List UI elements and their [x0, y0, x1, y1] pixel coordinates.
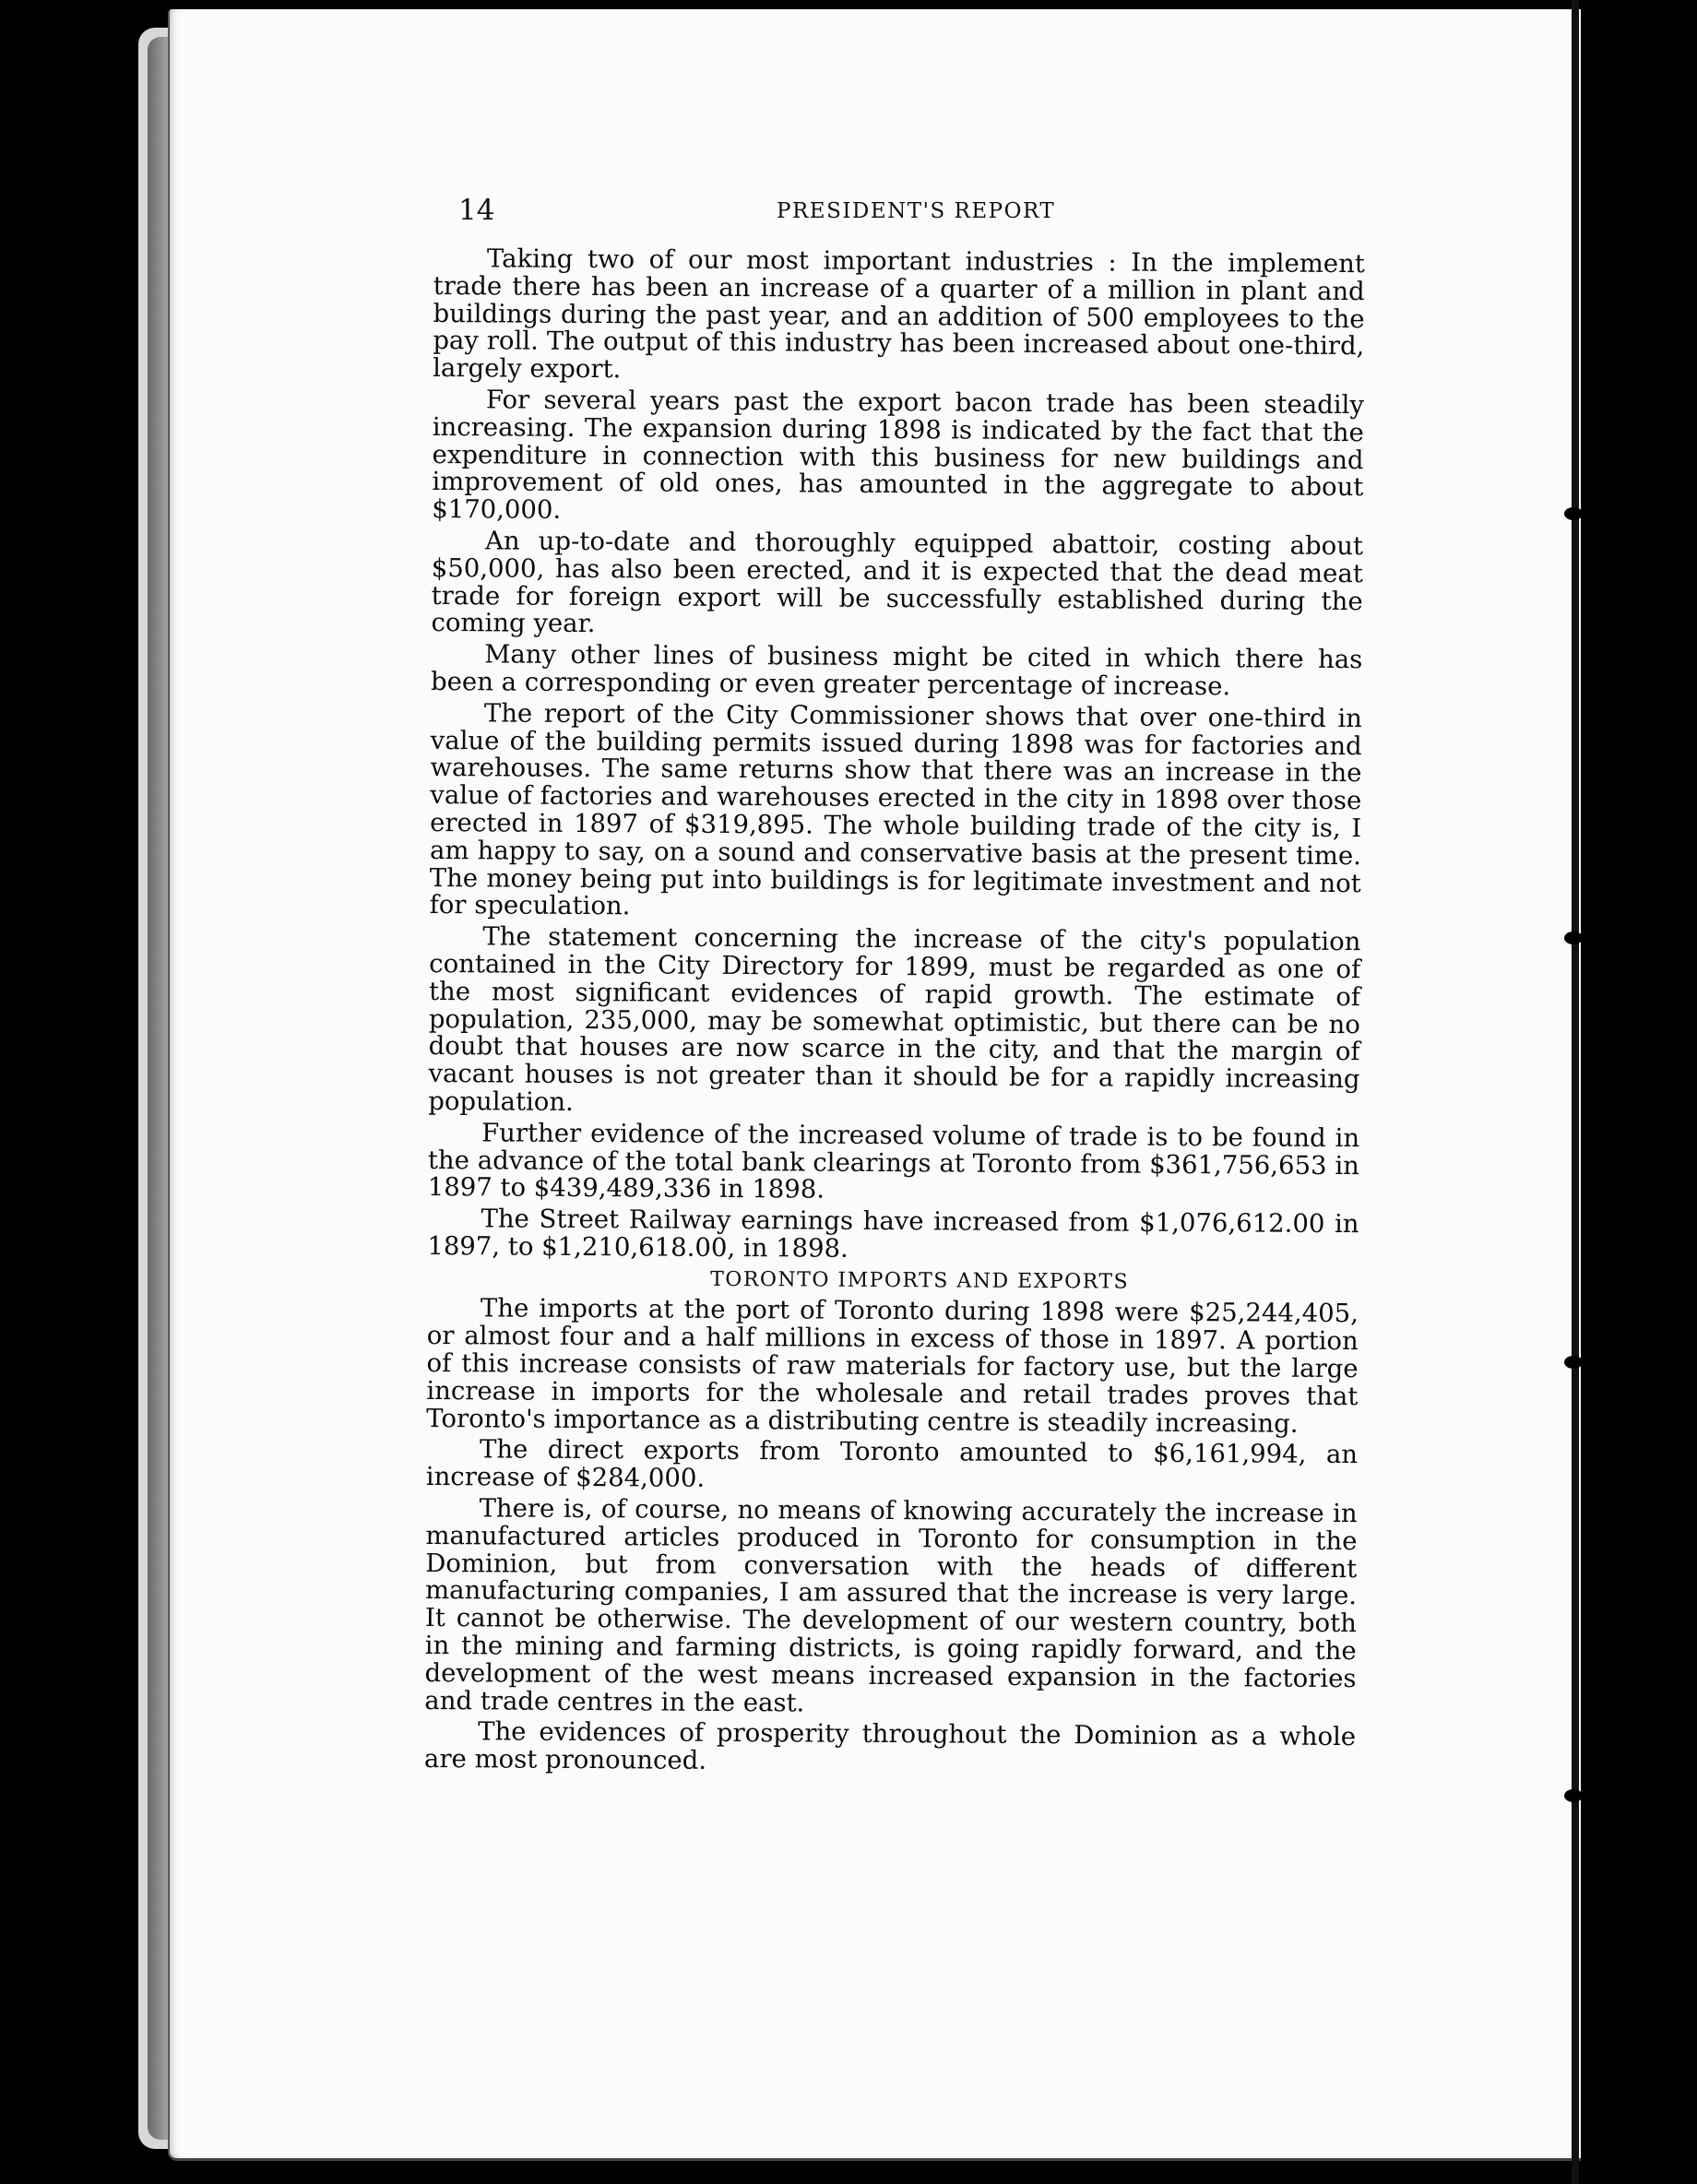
page-number: 14	[458, 194, 495, 227]
spine-mark	[1564, 932, 1583, 944]
paragraph: The imports at the port of Toronto during 1898 were $25,244,405, or almost four and a half millions in excess of those in 1897. A portion of this increase consists of raw materials for factory use, but the large increase in imports for the wholesale and retail trades proves that Toronto's importance as a distributing centre is steadily increasing.	[426, 1293, 1359, 1439]
paragraph: Further evidence of the increased volume of trade is to be found in the advance of the total bank clearings at Toronto from $361,756,653 in 1897 to $439,489,336 in 1898.	[427, 1118, 1360, 1205]
paragraph: Taking two of our most important industries : In the implement trade there has been an increase of a quarter of a million in plant and buildings during the past year, and an addition of 500 employees to the pay roll. The output of this industry has been increased about one-third, largely export.	[433, 243, 1365, 385]
report-body	[424, 245, 1365, 1783]
paragraph: The statement concerning the increase of the city's population contained in the City Directory for 1899, must be regarded as one of the most significant evidences of rapid growth. The estimate of population, 235,000, may be somewhat optimistic, but there can be no doubt that houses are now scarce in the city, and that the margin of vacant houses is not greater than it should be for a rapidly increasing population.	[428, 921, 1361, 1117]
book-spine-edge	[1572, 0, 1579, 2184]
paragraph: The report of the City Commissioner shows that over one-third in value of the building permits issued during 1898 was for factories and warehouses. The same returns show that there was an increase in the value of factories and warehouses erected in the city in 1898 over those erected in 1897 of $319,895. The whole building trade of the city is, I am happy to say, on a sound and conservative basis at the present time. The money being put into buildings is for legitimate investment and not for speculation.	[429, 698, 1362, 921]
paragraph: An up-to-date and thoroughly equipped abattoir, costing about $50,000, has also been erected, and it is expected that the dead meat trade for foreign export will be successfully established during the coming year.	[431, 526, 1364, 639]
running-head: PRESIDENT'S REPORT	[777, 199, 1056, 223]
spine-mark	[1564, 1789, 1583, 1802]
spine-mark	[1564, 507, 1583, 520]
page-header	[458, 194, 1381, 231]
paragraph: Many other lines of business might be cited in which there has been a corresponding or even greater percentage of increase.	[431, 639, 1363, 702]
spine-mark	[1564, 1356, 1583, 1369]
paragraph: The direct exports from Toronto amounted to $6,161,994, an increase of $284,000.	[425, 1434, 1359, 1494]
paragraph: For several years past the export bacon trade has been steadily increasing. The expansion during 1898 is indicated by the fact that the expenditure in connection with this business for new buildings and improvement of old ones, has amounted in the aggregate to about $170,000.	[432, 385, 1365, 526]
paragraph: There is, of course, no means of knowing accurately the increase in manufactured articles produced in Toronto for consumption in the Dominion, but from conversation with the heads of different manufacturing companies, I am assured that the increase is very large. It cannot be otherwise. The development of our western country, both in the mining and farming districts, is going rapidly forward, and the development of the west means increased expansion in the factories and trade centres in the east.	[424, 1493, 1358, 1718]
paragraph: The Street Railway earnings have increased from $1,076,612.00 in 1897, to $1,210,618.00, in 1898.	[427, 1204, 1359, 1264]
section-heading: TORONTO IMPORTS AND EXPORTS	[710, 1267, 1130, 1294]
paragraph: The evidences of prosperity throughout the Dominion as a whole are most pronounced.	[423, 1716, 1357, 1776]
